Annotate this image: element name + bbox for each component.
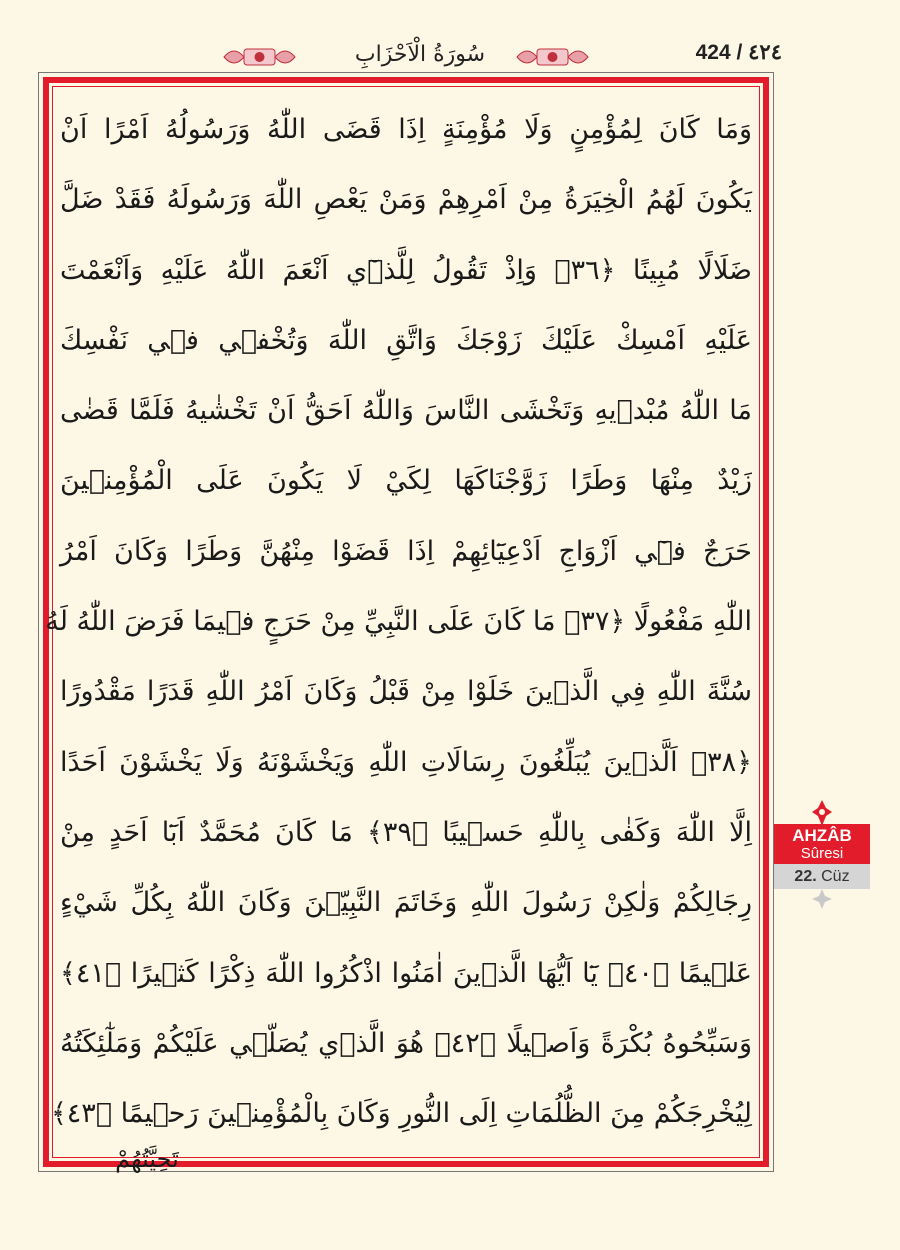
text-line: ضَلَالًا مُبِينًا ﴿٣٦﴾ وَاِذْ تَقُولُ لِلَّذ۪ٓي اَنْعَمَ اللّٰهُ عَلَيْهِ وَاَنْعَمْتَ: [60, 254, 752, 286]
page-number: 424 / ٤٢٤: [695, 41, 782, 64]
left-header-ornament: [222, 42, 297, 72]
text-line: وَمَا كَانَ لِمُؤْمِنٍ وَلَا مُؤْمِنَةٍ اِذَا قَضَى اللّٰهُ وَرَسُولُهُ اَمْرًا اَنْ: [60, 114, 752, 145]
catchword: تَحِيَّتُهُمْ: [115, 1145, 179, 1173]
surah-name-badge: [774, 824, 870, 864]
surah-name: AHZÂB: [792, 826, 852, 845]
text-line: حَرَجٌ ف۪ٓي اَزْوَاجِ اَدْعِيَٓائِهِمْ اِذَا قَضَوْا مِنْهُنَّ وَطَرًا وَكَانَ اَمْرُ: [60, 535, 752, 567]
text-line: رِجَالِكُمْ وَلٰكِنْ رَسُولَ اللّٰهِ وَخَاتَمَ النَّبِيّ۪نَ وَكَانَ اللّٰهُ بِكُلِّ شَيْءٍ: [60, 887, 752, 919]
text-line: اِلَّا اللّٰهَ وَكَفٰى بِاللّٰهِ حَس۪يبًا ﴿٣٩﴾ مَا كَانَ مُحَمَّدٌ اَبَٓا اَحَدٍ مِنْ: [60, 816, 752, 848]
text-line: سُنَّةَ اللّٰهِ فِي الَّذ۪ينَ خَلَوْا مِنْ قَبْلُ وَكَانَ اَمْرُ اللّٰهِ قَدَرًا مَقْدُورًا: [60, 676, 752, 708]
text-line: عَل۪يمًا ﴿٤٠﴾ يَٓا اَيُّهَا الَّذ۪ينَ اٰمَنُوا اذْكُرُوا اللّٰهَ ذِكْرًا كَث۪يرًا ﴿٤١﴾: [60, 957, 752, 989]
juz-badge: [774, 864, 870, 889]
text-line: مَا اللّٰهُ مُبْد۪يهِ وَتَخْشَى النَّاسَ وَاللّٰهُ اَحَقُّ اَنْ تَخْشٰيهُ فَلَمَّا قَضٰى: [60, 395, 752, 427]
text-line: ﴿٣٨﴾ اَلَّذ۪ينَ يُبَلِّغُونَ رِسَالَاتِ اللّٰهِ وَيَخْشَوْنَهُ وَلَا يَخْشَوْنَ اَحَدًا: [60, 746, 752, 778]
tab-bottom-ornament-icon: [812, 889, 832, 909]
surah-title: سُورَةُ الْاَحْزَابِ: [354, 42, 486, 67]
text-line: زَيْدٌ مِنْهَا وَطَرًا زَوَّجْنَاكَهَا لِكَيْ لَا يَكُونَ عَلَى الْمُؤْمِن۪ينَ: [60, 465, 752, 497]
juz-number: 22.: [794, 868, 817, 885]
text-line: يَكُونَ لَهُمُ الْخِيَرَةُ مِنْ اَمْرِهِمْ وَمَنْ يَعْصِ اللّٰهَ وَرَسُولَهُ فَقَدْ ضَلَّ: [60, 184, 752, 216]
text-line: اللّٰهِ مَفْعُولًا ﴿٣٧﴾ مَا كَانَ عَلَى النَّبِيِّ مِنْ حَرَجٍ ف۪يمَا فَرَضَ اللّٰهُ لَهُ: [45, 606, 752, 638]
surah-label: Sûresi: [800, 845, 844, 862]
juz-label: Cüz: [821, 868, 850, 885]
quran-text-body: [45, 95, 752, 1150]
right-header-ornament: [515, 42, 590, 72]
text-line: وَسَبِّحُوهُ بُكْرَةً وَاَص۪يلًا ﴿٤٢﴾ هُوَ الَّذ۪ي يُصَلّ۪ي عَلَيْكُمْ وَمَلٰٓئِكَتُهُ: [60, 1027, 752, 1059]
text-line: لِيُخْرِجَكُمْ مِنَ الظُّلُمَاتِ اِلَى النُّورِ وَكَانَ بِالْمُؤْمِن۪ينَ رَح۪يمًا ﴿٤٣﴾: [50, 1098, 752, 1130]
text-line: عَلَيْهِ اَمْسِكْ عَلَيْكَ زَوْجَكَ وَاتَّقِ اللّٰهَ وَتُخْف۪ي ف۪ي نَفْسِكَ: [60, 324, 752, 356]
tab-top-ornament-icon: [812, 800, 832, 826]
